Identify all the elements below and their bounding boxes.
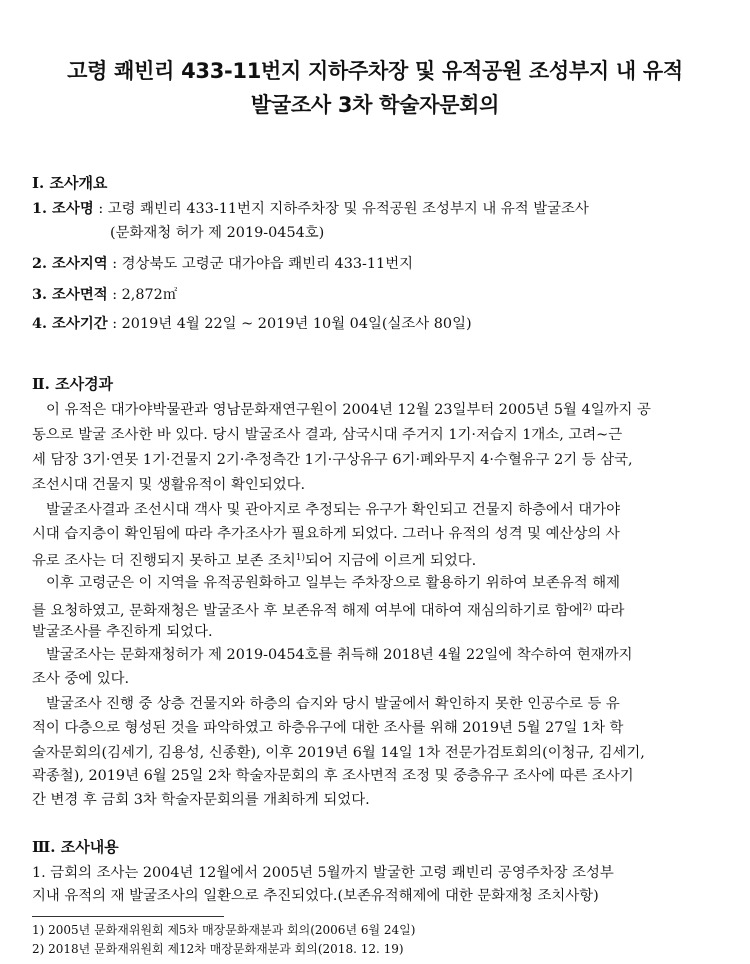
paragraph-line: 시대 습지층이 확인됨에 따라 추가조사가 필요하게 되었다. 그러나 유적의 성격 및 예산상의 사 — [32, 526, 620, 542]
survey-name-row — [32, 199, 720, 219]
survey-area-value: : 경상북도 고령군 대가야읍 쾌빈리 433-11번지 — [107, 256, 413, 272]
permit-number: (문화재청 허가 제 2019-0454호) — [110, 225, 325, 241]
paragraph-line: 발굴조사를 추진하게 되었다. — [32, 624, 213, 640]
survey-name-value: : 고령 쾌빈리 433-11번지 지하주차장 및 유적공원 조성부지 내 유적 발굴조사 — [93, 201, 589, 217]
paragraph-line — [32, 598, 720, 621]
document-title-line2: 발굴조사 3차 학술자문회의 — [250, 93, 500, 117]
paragraph-line: 세 담장 3기·연못 1기·건물지 2기·추정측간 1기·구상유구 6기·폐와무지 4·수혈유구 2기 등 삼국, — [32, 452, 633, 468]
paragraph-line: 간 변경 후 금회 3차 학술자문회의를 개최하게 되었다. — [32, 792, 370, 808]
survey-size-label: 3. 조사면적 — [32, 286, 108, 303]
survey-period-label: 4. 조사기간 — [32, 315, 108, 332]
survey-period-value: : 2019년 4월 22일 ~ 2019년 10월 04일(실조사 80일) — [107, 316, 472, 332]
paragraph-line: 곽종철), 2019년 6월 25일 2차 학술자문회의 후 조사면적 조정 및 중층유구 조사에 따른 조사기 — [32, 768, 634, 784]
survey-period-row — [32, 314, 720, 334]
paragraph-line: 술자문회의(김세기, 김용성, 신종환), 이후 2019년 6월 14일 1차 전문가검토회의(이청규, 김세기, — [32, 745, 645, 761]
paragraph-line: 지내 유적의 재 발굴조사의 일환으로 추진되었다.(보존유적해제에 대한 문화재청 조치사항) — [32, 888, 599, 904]
footnote-2: 2) 2018년 문화재위원회 제12차 매장문화재분과 회의(2018. 12. 19) — [32, 942, 404, 956]
text-fragment: 를 요청하였고, 문화재청은 발굴조사 후 보존유적 해제 여부에 대하여 재심의하기로 함에 — [32, 603, 583, 619]
paragraph-line: 동으로 발굴 조사한 바 있다. 당시 발굴조사 결과, 삼국시대 주거지 1기·저습지 1개소, 고려~근 — [32, 427, 623, 443]
section2-heading: Ⅱ. 조사경과 — [32, 375, 114, 393]
paragraph-line: 조선시대 건물지 및 생활유적이 확인되었다. — [32, 477, 306, 493]
paragraph-line: 조사 중에 있다. — [32, 671, 130, 687]
paragraph-line: 1. 금회의 조사는 2004년 12월에서 2005년 5월까지 발굴한 고령 쾌빈리 공영주차장 조성부 — [32, 865, 614, 881]
survey-area-label: 2. 조사지역 — [32, 255, 108, 272]
text-fragment: 따라 — [592, 603, 625, 619]
paragraph-line: 발굴조사결과 조선시대 객사 및 관아지로 추정되는 유구가 확인되고 건물지 하층에서 대가야 — [46, 502, 620, 518]
text-fragment: 유로 조사는 더 진행되지 못하고 보존 조치 — [32, 553, 296, 569]
paragraph-line: 이 유적은 대가야박물관과 영남문화재연구원이 2004년 12월 23일부터 2005년 5월 4일까지 공 — [46, 402, 651, 418]
section1-heading: Ⅰ. 조사개요 — [32, 174, 108, 192]
section3-heading: Ⅲ. 조사내용 — [32, 838, 119, 856]
paragraph-line — [32, 548, 720, 571]
survey-name-label: 1. 조사명 — [32, 200, 94, 217]
survey-area-row — [32, 254, 720, 274]
paragraph-line: 발굴조사는 문화재청허가 제 2019-0454호를 취득해 2018년 4월 22일에 착수하여 현재까지 — [46, 647, 633, 663]
footnote-divider — [32, 916, 224, 917]
survey-size-row — [32, 285, 720, 305]
footnote-ref-2[interactable]: 2) — [582, 603, 593, 613]
paragraph-line: 이후 고령군은 이 지역을 유적공원화하고 일부는 주차장으로 활용하기 위하여 보존유적 해제 — [46, 575, 620, 591]
paragraph-line: 적이 다층으로 형성된 것을 파악하였고 하층유구에 대한 조사를 위해 2019년 5월 27일 1차 학 — [32, 720, 624, 736]
footnote-ref-1[interactable]: 1) — [295, 553, 306, 563]
document-title-line1: 고령 쾌빈리 433-11번지 지하주차장 및 유적공원 조성부지 내 유적 — [67, 59, 683, 83]
footnote-1: 1) 2005년 문화재위원회 제5차 매장문화재분과 회의(2006년 6월 24일) — [32, 923, 416, 937]
paragraph-line: 발굴조사 진행 중 상층 건물지와 하층의 습지와 당시 발굴에서 확인하지 못한 인공수로 등 유 — [46, 696, 620, 712]
text-fragment: 되어 지금에 이르게 되었다. — [305, 553, 477, 569]
survey-size-value: : 2,872㎡ — [107, 287, 178, 303]
